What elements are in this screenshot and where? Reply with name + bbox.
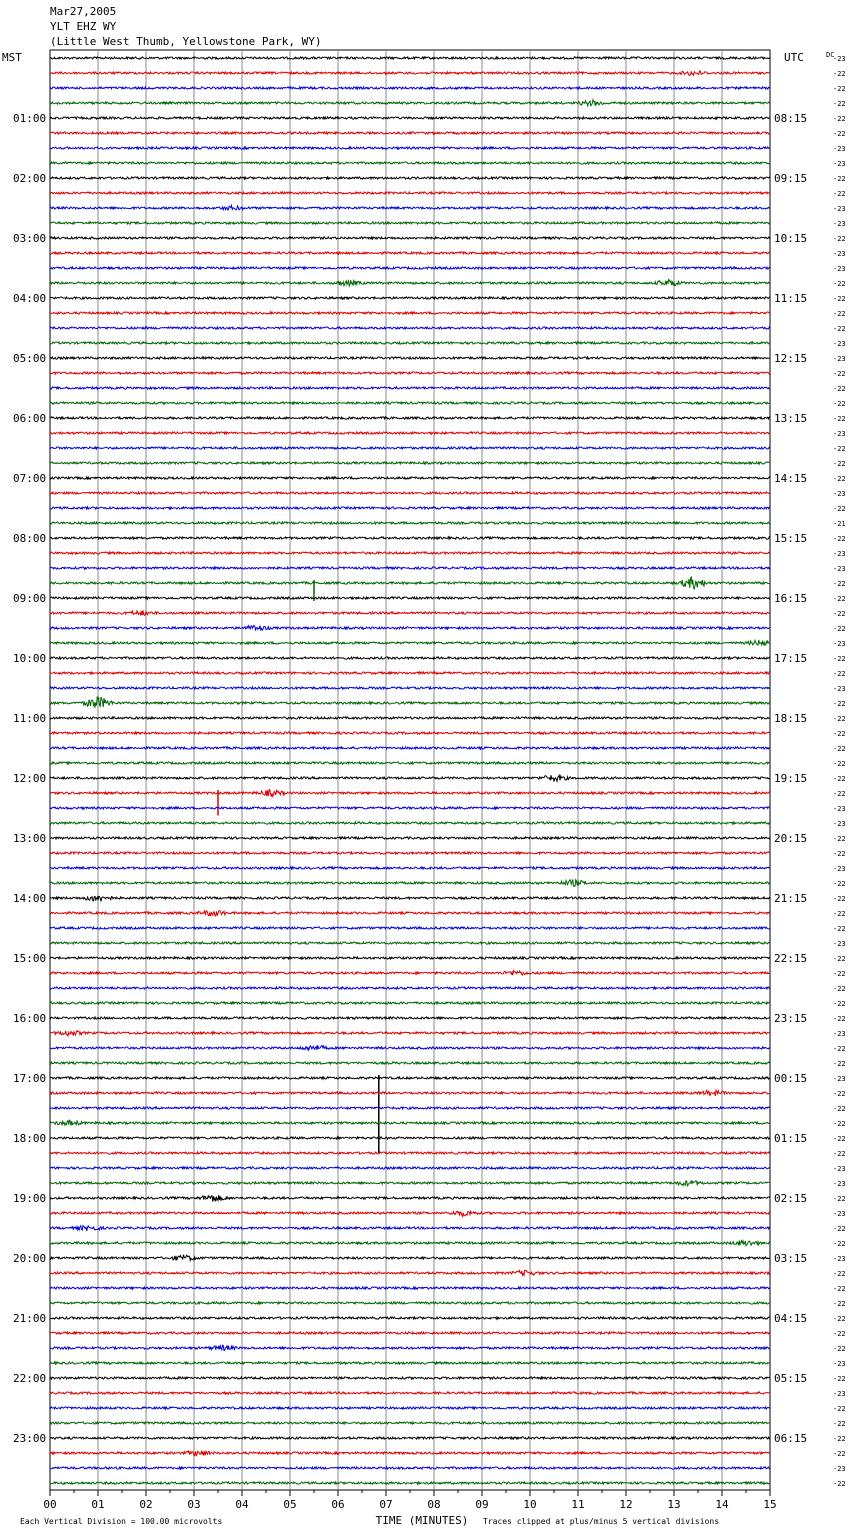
dc-offset-label: -23 <box>833 220 846 228</box>
dc-offset-label: -22 <box>833 1195 846 1203</box>
dc-offset-label: -22 <box>833 1375 846 1383</box>
seismic-trace <box>50 577 770 589</box>
left-hour-label: 14:00 <box>13 892 47 905</box>
time-gridlines <box>50 50 770 1490</box>
left-hour-label: 22:00 <box>13 1372 47 1385</box>
right-hour-label: 14:15 <box>774 472 808 485</box>
seismic-trace <box>50 1467 770 1469</box>
x-tick-label: 08 <box>427 1498 441 1511</box>
dc-offset-label: -23 <box>833 820 846 828</box>
dc-offset-label: -23 <box>833 265 846 273</box>
seismic-trace <box>50 775 770 781</box>
seismic-trace <box>50 1270 770 1275</box>
seismic-trace <box>50 402 770 404</box>
dc-offset-label: -23 <box>833 1210 846 1218</box>
dc-offset-label: -23 <box>833 430 846 438</box>
right-hour-label: 22:15 <box>774 952 808 965</box>
dc-offset-label: -22 <box>833 1270 846 1278</box>
seismic-trace <box>50 387 770 389</box>
seismic-trace <box>50 192 770 194</box>
clip-note: Traces clipped at plus/minus 5 vertical divisions <box>483 1517 720 1526</box>
left-hour-label: 15:00 <box>13 952 47 965</box>
seismic-trace <box>50 1392 770 1394</box>
x-tick-label: 05 <box>283 1498 297 1511</box>
right-hour-label: 02:15 <box>774 1192 808 1205</box>
dc-offset-label: -22 <box>833 370 846 378</box>
dc-offset-label: -22 <box>833 280 846 288</box>
x-tick-label: 12 <box>619 1498 633 1511</box>
dc-offset-label: -22 <box>833 130 846 138</box>
dc-offset-label: -22 <box>833 1345 846 1353</box>
seismic-trace <box>50 1090 770 1096</box>
left-hour-label: 20:00 <box>13 1252 47 1265</box>
right-hour-label: 18:15 <box>774 712 808 725</box>
dc-offset-label: -23 <box>833 160 846 168</box>
dc-offset-label: -22 <box>833 775 846 783</box>
seismic-trace <box>50 342 770 344</box>
dc-offset-label: -22 <box>833 1225 846 1233</box>
seismic-trace <box>50 852 770 854</box>
seismic-trace <box>50 1255 770 1261</box>
left-hour-label: 09:00 <box>13 592 47 605</box>
plot-frame <box>50 50 770 1490</box>
right-hour-label: 01:15 <box>774 1132 808 1145</box>
x-axis-title: TIME (MINUTES) <box>375 1514 469 1527</box>
seismic-trace <box>50 672 770 674</box>
dc-offset-label: -22 <box>833 1060 846 1068</box>
seismic-trace <box>50 640 770 645</box>
seismic-trace <box>50 1302 770 1304</box>
right-hour-label: 05:15 <box>774 1372 808 1385</box>
seismic-trace <box>50 177 770 179</box>
right-hour-label: 21:15 <box>774 892 808 905</box>
seismic-trace <box>50 537 770 539</box>
dc-offset-label: -22 <box>833 1435 846 1443</box>
seismic-trace <box>50 807 770 809</box>
axis-labels <box>2 51 846 1527</box>
seismic-trace <box>50 762 770 764</box>
left-hour-label: 03:00 <box>13 232 47 245</box>
date-label: Mar27,2005 <box>50 5 117 18</box>
seismic-trace <box>50 237 770 239</box>
seismic-trace <box>50 927 770 929</box>
dc-offset-label: -22 <box>833 460 846 468</box>
dc-offset-label: -22 <box>833 1105 846 1113</box>
x-tick-label: 01 <box>91 1498 105 1511</box>
right-hour-label: 15:15 <box>774 532 808 545</box>
left-hour-label: 18:00 <box>13 1132 47 1145</box>
seismic-trace <box>50 417 770 419</box>
seismic-trace <box>50 1195 770 1202</box>
dc-offset-label: -22 <box>833 880 846 888</box>
dc-offset-label: -23 <box>833 1390 846 1398</box>
dc-offset-label: -22 <box>833 70 846 78</box>
x-tick-label: 03 <box>187 1498 201 1511</box>
seismic-trace <box>50 1422 770 1424</box>
right-hour-label: 23:15 <box>774 1012 808 1025</box>
dc-offset-label: -22 <box>833 625 846 633</box>
x-tick-label: 06 <box>331 1498 345 1511</box>
mst-label: MST <box>2 51 22 64</box>
dc-offset-label: -23 <box>833 490 846 498</box>
dc-offset-label: -23 <box>833 640 846 648</box>
seismic-trace <box>50 357 770 359</box>
seismic-trace <box>50 610 770 615</box>
seismic-trace <box>50 71 770 75</box>
seismic-trace <box>50 987 770 989</box>
seismic-trace <box>50 597 770 599</box>
left-hour-label: 06:00 <box>13 412 47 425</box>
x-tick-label: 00 <box>43 1498 57 1511</box>
left-hour-label: 21:00 <box>13 1312 47 1325</box>
seismic-trace <box>50 57 770 59</box>
seismic-trace <box>50 971 770 976</box>
dc-offset-label: -22 <box>833 1450 846 1458</box>
seismic-trace <box>50 252 770 254</box>
dc-offset-label: -22 <box>833 910 846 918</box>
right-hour-label: 06:15 <box>774 1432 808 1445</box>
seismic-trace <box>50 567 770 569</box>
seismic-trace <box>50 1407 770 1409</box>
dc-offset-label: -22 <box>833 1405 846 1413</box>
dc-offset-label: -23 <box>833 205 846 213</box>
left-hour-label: 07:00 <box>13 472 47 485</box>
seismic-trace <box>50 1002 770 1004</box>
dc-offset-label: -22 <box>833 1000 846 1008</box>
dc-offset-label: -22 <box>833 115 846 123</box>
x-tick-label: 04 <box>235 1498 249 1511</box>
seismic-trace <box>50 867 770 869</box>
dc-offset-label: -22 <box>833 970 846 978</box>
seismic-trace <box>50 896 770 901</box>
left-hour-label: 11:00 <box>13 712 47 725</box>
dc-offset-label: -22 <box>833 505 846 513</box>
seismic-trace <box>50 1377 770 1379</box>
x-tick-label: 07 <box>379 1498 393 1511</box>
dc-offset-label: -22 <box>833 895 846 903</box>
right-hour-label: 17:15 <box>774 652 808 665</box>
seismic-trace <box>50 1180 770 1186</box>
left-hour-label: 02:00 <box>13 172 47 185</box>
x-tick-label: 10 <box>523 1498 537 1511</box>
left-hour-label: 16:00 <box>13 1012 47 1025</box>
dc-offset-label: -21 <box>833 520 846 528</box>
seismic-trace <box>50 522 770 524</box>
seismic-trace <box>50 222 770 224</box>
dc-offset-label: -22 <box>833 760 846 768</box>
seismic-trace <box>50 447 770 449</box>
seismic-traces <box>50 57 770 1484</box>
x-tick-label: 13 <box>667 1498 681 1511</box>
seismic-trace <box>50 327 770 329</box>
dc-offset-label: -22 <box>833 310 846 318</box>
seismic-trace <box>50 1152 770 1154</box>
dc-offset-label: -23 <box>833 550 846 558</box>
dc-offset-label: -22 <box>833 835 846 843</box>
seismic-trace <box>50 942 770 944</box>
seismic-trace <box>50 117 770 119</box>
seismic-trace <box>50 687 770 689</box>
station-label: YLT EHZ WY <box>50 20 117 33</box>
dc-offset-label: -22 <box>833 1135 846 1143</box>
seismic-trace <box>50 1451 770 1456</box>
dc-offset-label: -23 <box>833 1465 846 1473</box>
dc-offset-label: -23 <box>833 1030 846 1038</box>
dc-offset-label: -23 <box>833 340 846 348</box>
seismic-trace <box>50 717 770 719</box>
dc-offset-label: -22 <box>833 925 846 933</box>
right-hour-label: 00:15 <box>774 1072 808 1085</box>
seismic-trace <box>50 205 770 210</box>
utc-label: UTC <box>784 51 804 64</box>
left-hour-label: 23:00 <box>13 1432 47 1445</box>
location-label: (Little West Thumb, Yellowstone Park, WY) <box>50 35 322 48</box>
dc-offset-label: -22 <box>833 715 846 723</box>
right-hour-label: 03:15 <box>774 1252 808 1265</box>
dc-offset-label: -22 <box>833 1090 846 1098</box>
dc-offset-label: -22 <box>833 595 846 603</box>
dc-offset-label: -22 <box>833 295 846 303</box>
left-hour-label: 12:00 <box>13 772 47 785</box>
seismic-trace <box>50 732 770 734</box>
seismic-trace <box>50 880 770 887</box>
dc-offset-label: -22 <box>833 1150 846 1158</box>
dc-offset-label: -22 <box>833 325 846 333</box>
right-hour-label: 13:15 <box>774 412 808 425</box>
right-hour-label: 08:15 <box>774 112 808 125</box>
right-hour-label: 11:15 <box>774 292 808 305</box>
dc-offset-label: -22 <box>833 1240 846 1248</box>
seismic-trace <box>50 1062 770 1064</box>
seismic-trace <box>50 507 770 509</box>
dc-offset-label: -22 <box>833 1420 846 1428</box>
seismic-trace <box>50 1077 770 1079</box>
dc-offset-label: -22 <box>833 1045 846 1053</box>
dc-offset-label: -22 <box>833 670 846 678</box>
seismic-trace <box>50 432 770 434</box>
dc-offset-label: -23 <box>833 1255 846 1263</box>
x-tick-label: 14 <box>715 1498 729 1511</box>
seismic-trace <box>50 822 770 824</box>
dc-offset-label: -22 <box>833 700 846 708</box>
seismic-trace <box>50 372 770 374</box>
dc-offset-label: -22 <box>833 1120 846 1128</box>
dc-offset-label: -23 <box>833 940 846 948</box>
seismic-trace <box>50 477 770 479</box>
dc-offset-label: -22 <box>833 235 846 243</box>
seismic-trace <box>50 1362 770 1364</box>
seismic-trace <box>50 1107 770 1109</box>
right-hour-label: 20:15 <box>774 832 808 845</box>
dc-offset-label: -22 <box>833 955 846 963</box>
left-hour-label: 01:00 <box>13 112 47 125</box>
dc-offset-label: -23 <box>833 250 846 258</box>
dc-offset-label: -23 <box>833 145 846 153</box>
dc-offset-label: -23 <box>833 685 846 693</box>
left-hour-label: 19:00 <box>13 1192 47 1205</box>
seismic-trace <box>50 1167 770 1169</box>
x-tick-label: 11 <box>571 1498 585 1511</box>
seismic-trace <box>50 552 770 554</box>
dc-offset-label: -22 <box>833 85 846 93</box>
seismic-trace <box>50 1345 770 1350</box>
dc-offset-label: -22 <box>833 1015 846 1023</box>
dc-offset-label: -22 <box>833 100 846 108</box>
dc-label: DC <box>826 51 835 59</box>
seismic-trace <box>50 147 770 149</box>
seismic-trace <box>50 1031 770 1036</box>
dc-offset-label: -23 <box>833 1360 846 1368</box>
seismic-trace <box>50 1137 770 1139</box>
seismic-trace <box>50 462 770 464</box>
dc-offset-label: -22 <box>833 400 846 408</box>
dc-offset-label: -22 <box>833 580 846 588</box>
seismic-trace <box>50 1437 770 1439</box>
dc-offset-label: -22 <box>833 730 846 738</box>
seismic-trace <box>50 492 770 494</box>
seismic-trace <box>50 1332 770 1334</box>
dc-offset-label: -22 <box>833 850 846 858</box>
seismic-trace <box>50 957 770 959</box>
dc-offset-label: -22 <box>833 1285 846 1293</box>
right-hour-label: 16:15 <box>774 592 808 605</box>
seismic-trace <box>50 132 770 134</box>
seismic-trace <box>50 1287 770 1289</box>
dc-offset-label: -22 <box>833 1315 846 1323</box>
x-tick-label: 02 <box>139 1498 153 1511</box>
dc-offset-label: -22 <box>833 1330 846 1338</box>
dc-offset-label: -22 <box>833 1480 846 1488</box>
seismic-trace <box>50 747 770 749</box>
dc-offset-label: -22 <box>833 445 846 453</box>
seismic-trace <box>50 1045 770 1050</box>
seismic-trace <box>50 625 770 630</box>
seismic-trace <box>50 1317 770 1319</box>
dc-offset-label: -22 <box>833 655 846 663</box>
left-hour-label: 13:00 <box>13 832 47 845</box>
dc-offset-label: -22 <box>833 385 846 393</box>
seismic-trace <box>50 100 770 106</box>
scale-note: Each Vertical Division = 100.00 microvolts <box>20 1517 223 1526</box>
seismic-trace <box>50 1241 770 1246</box>
right-hour-label: 19:15 <box>774 772 808 785</box>
left-hour-label: 05:00 <box>13 352 47 365</box>
seismic-trace <box>50 280 770 286</box>
dc-offset-label: -22 <box>833 610 846 618</box>
seismic-trace <box>50 312 770 314</box>
dc-offset-label: -23 <box>833 865 846 873</box>
dc-offset-label: -23 <box>833 805 846 813</box>
right-hour-label: 09:15 <box>774 172 808 185</box>
dc-offset-label: -22 <box>833 535 846 543</box>
dc-offset-label: -22 <box>833 745 846 753</box>
dc-offset-label: -23 <box>833 55 846 63</box>
dc-offset-label: -23 <box>833 355 846 363</box>
dc-offset-label: -22 <box>833 475 846 483</box>
dc-offset-label: -23 <box>833 1165 846 1173</box>
dc-offset-label: -22 <box>833 190 846 198</box>
seismic-trace <box>50 1226 770 1231</box>
right-hour-label: 04:15 <box>774 1312 808 1325</box>
dc-offset-label: -23 <box>833 565 846 573</box>
seismic-trace <box>50 1211 770 1216</box>
right-hour-label: 12:15 <box>774 352 808 365</box>
left-hour-label: 10:00 <box>13 652 47 665</box>
seismic-trace <box>50 162 770 164</box>
left-hour-label: 17:00 <box>13 1072 47 1085</box>
dc-offset-label: -22 <box>833 175 846 183</box>
seismic-trace <box>50 790 770 797</box>
dc-offset-label: -22 <box>833 1300 846 1308</box>
seismic-trace <box>50 87 770 89</box>
dc-offset-label: -22 <box>833 985 846 993</box>
seismic-trace <box>50 297 770 299</box>
seismic-trace <box>50 911 770 917</box>
seismic-trace <box>50 1482 770 1484</box>
seismic-trace <box>50 1017 770 1019</box>
x-tick-label: 09 <box>475 1498 489 1511</box>
seismic-trace <box>50 267 770 269</box>
dc-offset-label: -23 <box>833 1180 846 1188</box>
left-hour-label: 04:00 <box>13 292 47 305</box>
left-hour-label: 08:00 <box>13 532 47 545</box>
right-hour-label: 10:15 <box>774 232 808 245</box>
seismic-trace <box>50 696 770 707</box>
x-tick-label: 15 <box>763 1498 777 1511</box>
dc-offset-label: -23 <box>833 1075 846 1083</box>
seismic-trace <box>50 1120 770 1126</box>
seismic-trace <box>50 657 770 659</box>
seismic-trace <box>50 837 770 839</box>
dc-offset-label: -22 <box>833 790 846 798</box>
dc-offset-label: -22 <box>833 415 846 423</box>
